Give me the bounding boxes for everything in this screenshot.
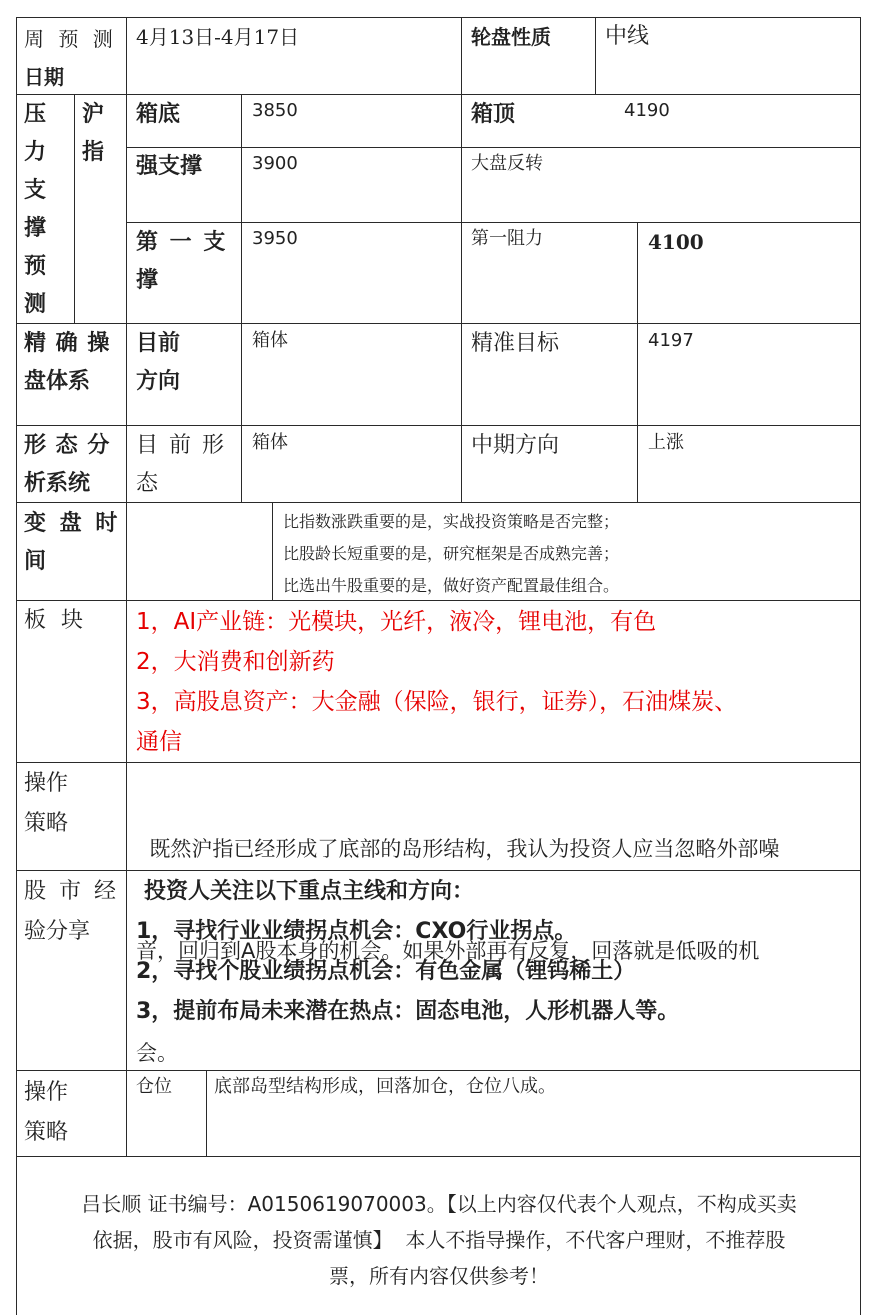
strong-support-value: 3900 <box>252 153 298 174</box>
pattern-system-label: 形 态 分 析系统 <box>24 433 111 496</box>
pressure-support-label: 压 力 支 撑 预 测 <box>24 102 47 317</box>
disclaimer <box>24 1186 854 1294</box>
precise-target-label: 精准目标 <box>471 331 560 356</box>
week-forecast-label-line1: 周 预 测 <box>24 27 117 51</box>
first-support-label: 第 一 支 撑 <box>136 230 228 293</box>
box-top-label: 箱顶 <box>471 102 516 127</box>
operation-label: 操作 策略 <box>24 1080 69 1145</box>
change-time-notes <box>283 506 858 602</box>
first-resistance-label: 第一阻力 <box>471 228 543 249</box>
sector-line: 通信 <box>136 729 182 755</box>
sectors-list <box>136 602 856 762</box>
note-line: 比指数涨跌重要的是，实战投资策略是否完整； <box>283 512 620 531</box>
position-label: 仓位 <box>136 1076 172 1097</box>
experience-line: 2，寻找个股业绩拐点机会：有色金属（锂钨稀土） <box>136 959 636 984</box>
precise-system-label: 精 确 操 盘体系 <box>24 331 111 394</box>
current-direction-value: 箱体 <box>252 330 288 351</box>
strategy-label: 操作 策略 <box>24 771 69 836</box>
note-line: 比选出牛股重要的是，做好资产配置最佳组合。 <box>283 576 620 595</box>
position-value: 底部岛型结构形成，回落加仓，仓位八成。 <box>214 1076 556 1097</box>
current-form-label: 目 前 形 态 <box>136 433 226 496</box>
experience-line: 1，寻找行业业绩拐点机会：CXO行业拐点。 <box>136 919 577 944</box>
experience-label: 股 市 经 验分享 <box>24 879 119 944</box>
box-bottom-value: 3850 <box>252 100 298 121</box>
box-top-value: 4190 <box>624 100 670 121</box>
market-nature-label: 轮盘性质 <box>471 25 551 49</box>
strategy-line: 音，回归到A股本身的机会。如果外部再有反复，回落就是低吸的机 <box>136 939 760 963</box>
forecast-dates: 4月13日-4月17日 <box>136 25 300 49</box>
change-time-label: 变 盘 时 间 <box>24 511 121 574</box>
disclaimer-line: 票，所有内容仅供参考！ <box>329 1264 549 1288</box>
strong-support-label: 强支撑 <box>136 154 203 179</box>
week-forecast-label <box>24 20 124 96</box>
sector-line: 1，AI产业链：光模块，光纤，液冷，锂电池，有色 <box>136 609 657 635</box>
first-resistance-value: 4100 <box>648 230 704 254</box>
mid-term-direction-label: 中期方向 <box>471 433 560 458</box>
box-bottom-label: 箱底 <box>136 102 181 127</box>
precise-target-value: 4197 <box>648 330 694 351</box>
note-line: 比股龄长短重要的是，研究框架是否成熟完善； <box>283 544 620 563</box>
market-nature-value: 中线 <box>605 24 650 49</box>
current-form-value: 箱体 <box>252 432 288 453</box>
current-direction-label: 目前 方向 <box>136 331 181 394</box>
experience-heading: 投资人关注以下重点主线和方向： <box>144 879 475 904</box>
first-support-value: 3950 <box>252 228 298 249</box>
disclaimer-line: 吕长顺 证书编号：A0150619070003。【以上内容仅代表个人观点，不构成买卖 <box>81 1192 797 1216</box>
sectors-label: 板 块 <box>24 608 87 633</box>
experience-list <box>136 872 856 1032</box>
disclaimer-line: 依据，股市有风险，投资需谨慎】 本人不指导操作，不代客户理财，不推荐股 <box>92 1228 786 1252</box>
experience-line: 3，提前布局未来潜在热点：固态电池，人形机器人等。 <box>136 999 680 1024</box>
strategy-line: 既然沪指已经形成了底部的岛形结构，我认为投资人应当忽略外部噪 <box>136 837 780 861</box>
market-reversal-label: 大盘反转 <box>471 153 543 174</box>
sector-line: 2，大消费和创新药 <box>136 649 335 675</box>
week-forecast-label-line2: 日期 <box>24 65 64 89</box>
shanghai-index-label: 沪 指 <box>82 102 105 165</box>
mid-term-direction-value: 上涨 <box>648 432 684 453</box>
strategy-line: 会。 <box>136 1041 178 1065</box>
sector-line: 3，高股息资产：大金融（保险，银行，证券），石油煤炭、 <box>136 689 738 715</box>
